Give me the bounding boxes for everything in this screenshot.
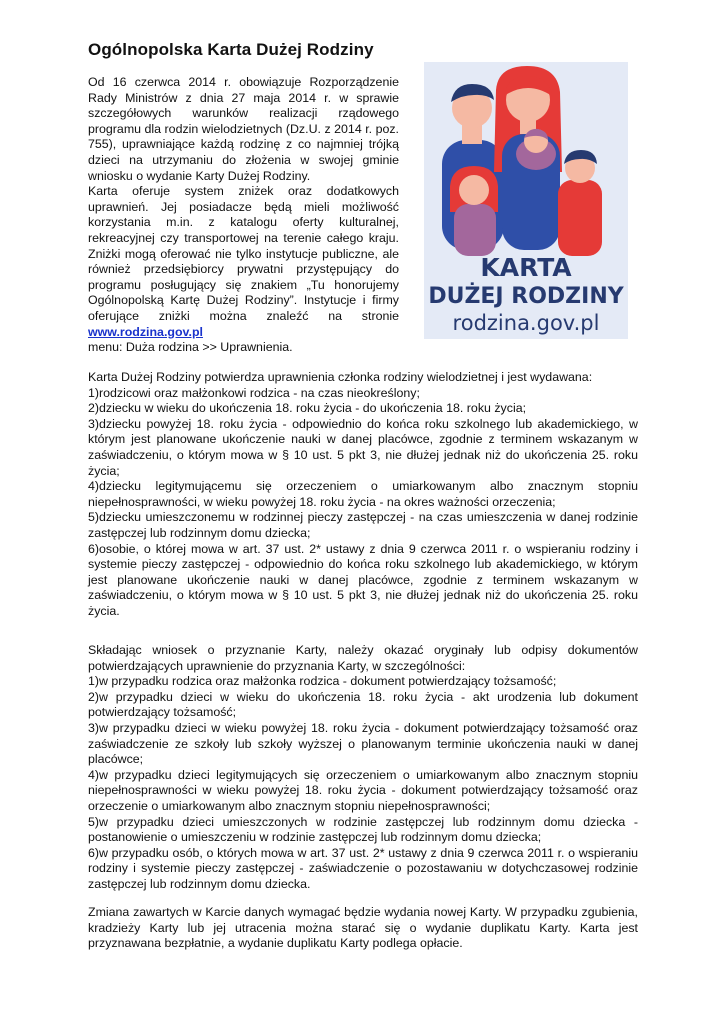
logo-url: rodzina.gov.pl — [452, 311, 600, 335]
logo-line-2: DUŻEJ RODZINY — [428, 284, 624, 309]
logo-line-1: KARTA — [480, 253, 572, 282]
section2-item: 6)w przypadku osób, o których mowa w art. 37 ust. 2* ustawy z dnia 9 czerwca 2011 r. o wspieraniu rodziny i systemie pieczy zastępczej - zaświadczenie o pozostawaniu w dotychczasowej rodzinie zastępczej lub rodzinnym domu dziecka. — [88, 845, 638, 891]
section3-text: Zmiana zawartych w Karcie danych wymagać będzie wydania nowej Karty. W przypadku zgubienia, kradzieży Karty lub jej utracenia można starać się o wydanie duplikatu Karty. Karta jest przyznawana bezpłatnie, a wydanie duplikatu Karty podlega opłacie. — [88, 905, 638, 951]
section2-item: 4)w przypadku dzieci legitymujących się orzeczeniem o umiarkowanym albo znacznym stopniu niepełnosprawności w wieku powyżej 18. roku życia - dokument potwierdzający tożsamość oraz orzeczenie o umiarkowanym albo znacznym stopniu niepełnosprawności; — [88, 767, 638, 813]
section-uprawnienia — [88, 370, 638, 620]
section2-item: 3)w przypadku dzieci w wieku powyżej 18. roku życia - dokument potwierdzający tożsamość oraz zaświadczenie ze szkoły lub szkoły wyższej o planowanym terminie ukończenia nauki w danej placówce; — [88, 720, 638, 767]
intro-text — [88, 75, 399, 356]
section-dokumenty — [88, 643, 638, 893]
section1-item: 1)rodzicowi oraz małżonkowi rodzica - na czas nieokreślony; — [88, 385, 420, 400]
section1-item: 2)dziecku w wieku do ukończenia 18. roku życia - do ukończenia 18. roku życia; — [88, 401, 527, 416]
section1-item: 3)dziecku powyżej 18. roku życia - odpowiednio do końca roku szkolnego lub akademickiego, w którym jest planowane ukończenie nauki w danej placówce, zgodnie z terminem wskazanym w zaświadczeniu, o którym mowa w § 10 ust. 5 pkt 3, nie dłużej jednak niż do ukończenia 25. roku życia; — [88, 416, 638, 478]
intro-paragraph-2-tail: menu: Duża rodzina >> Uprawnienia. — [88, 340, 293, 355]
karta-duzej-rodziny-logo — [424, 62, 628, 339]
section1-intro: Karta Dużej Rodziny potwierdza uprawnienia członka rodziny wielodzietnej i jest wydawana: — [88, 370, 593, 384]
section1-item: 4)dziecku legitymującemu się orzeczeniem o umiarkowanym albo znacznym stopniu niepełnosprawności, w wieku powyżej 18. roku życia - na okres ważności orzeczenia; — [88, 479, 638, 509]
girl-figure — [450, 166, 498, 256]
intro-paragraph-1: Od 16 czerwca 2014 r. obowiązuje Rozporządzenie Rady Ministrów z dnia 27 maja 2014 r. w sprawie szczegółowych warunków realizacji rządowego programu dla rodzin wielodzietnych (Dz.U. z 2014 r. poz. 755), uprawniające każdą rodzinę z co najmniej trójką dzieci na utrzymaniu do złożenia w swojej gminie wniosku o wydanie Karty Dużej Rodziny. — [88, 75, 399, 183]
rodzina-link[interactable]: www.rodzina.gov.pl — [88, 324, 203, 339]
section-duplikat — [88, 905, 638, 952]
intro-paragraph-2-text: Karta oferuje system zniżek oraz dodatkowych uprawnień. Jej posiadacze będą mieli możliwość korzystania m.in. z katalogu oferty kulturalnej, rekreacyjnej czy transportowej na terenie całego kraju. Zniżki mogą oferować nie tylko instytucje publiczne, ale również przedsiębiorcy prywatni przystępujący do programu posługujący się znakiem „Tu honorujemy Ogólnopolską Kartę Dużej Rodziny”. Instytucje i firmy oferujące zniżki można znaleźć na stronie — [88, 184, 399, 323]
section2-intro: Składając wniosek o przyznanie Karty, należy okazać oryginały lub odpisy dokumentów potwierdzających uprawnienie do przyznania Karty, w szczególności: — [88, 643, 638, 673]
page-title: Ogólnopolska Karta Dużej Rodziny — [88, 40, 374, 59]
section1-item: 5)dziecku umieszczonemu w rodzinnej pieczy zastępczej - na czas umieszczenia w danej rodzinie zastępczej lub rodzinnym domu dziecka; — [88, 510, 638, 540]
section1-item: 6)osobie, o której mowa w art. 37 ust. 2* ustawy z dnia 9 czerwca 2011 r. o wspieraniu rodziny i systemie pieczy zastępczej - odpowiednio do końca roku szkolnego lub akademickiego, w którym jest planowane ukończenie nauki w danej placówce, zgodnie z terminem wskazanym w zaświadczeniu, o którym mowa w § 10 ust. 5 pkt 3, nie dłużej jednak niż do ukończenia 25. roku życia. — [88, 541, 638, 618]
section2-item: 2)w przypadku dzieci w wieku do ukończenia 18. roku życia - akt urodzenia lub dokument potwierdzający tożsamość; — [88, 689, 638, 720]
intro-paragraph-2 — [88, 184, 399, 340]
section2-item: 5)w przypadku dzieci umieszczonych w rodzinie zastępczej lub rodzinnym domu dziecka - postanowienie o umieszczeniu w rodzinie zastępczej lub rodzinnym domu dziecka; — [88, 814, 638, 845]
section2-item: 1)w przypadku rodzica oraz małżonka rodzica - dokument potwierdzający tożsamość; — [88, 674, 557, 689]
